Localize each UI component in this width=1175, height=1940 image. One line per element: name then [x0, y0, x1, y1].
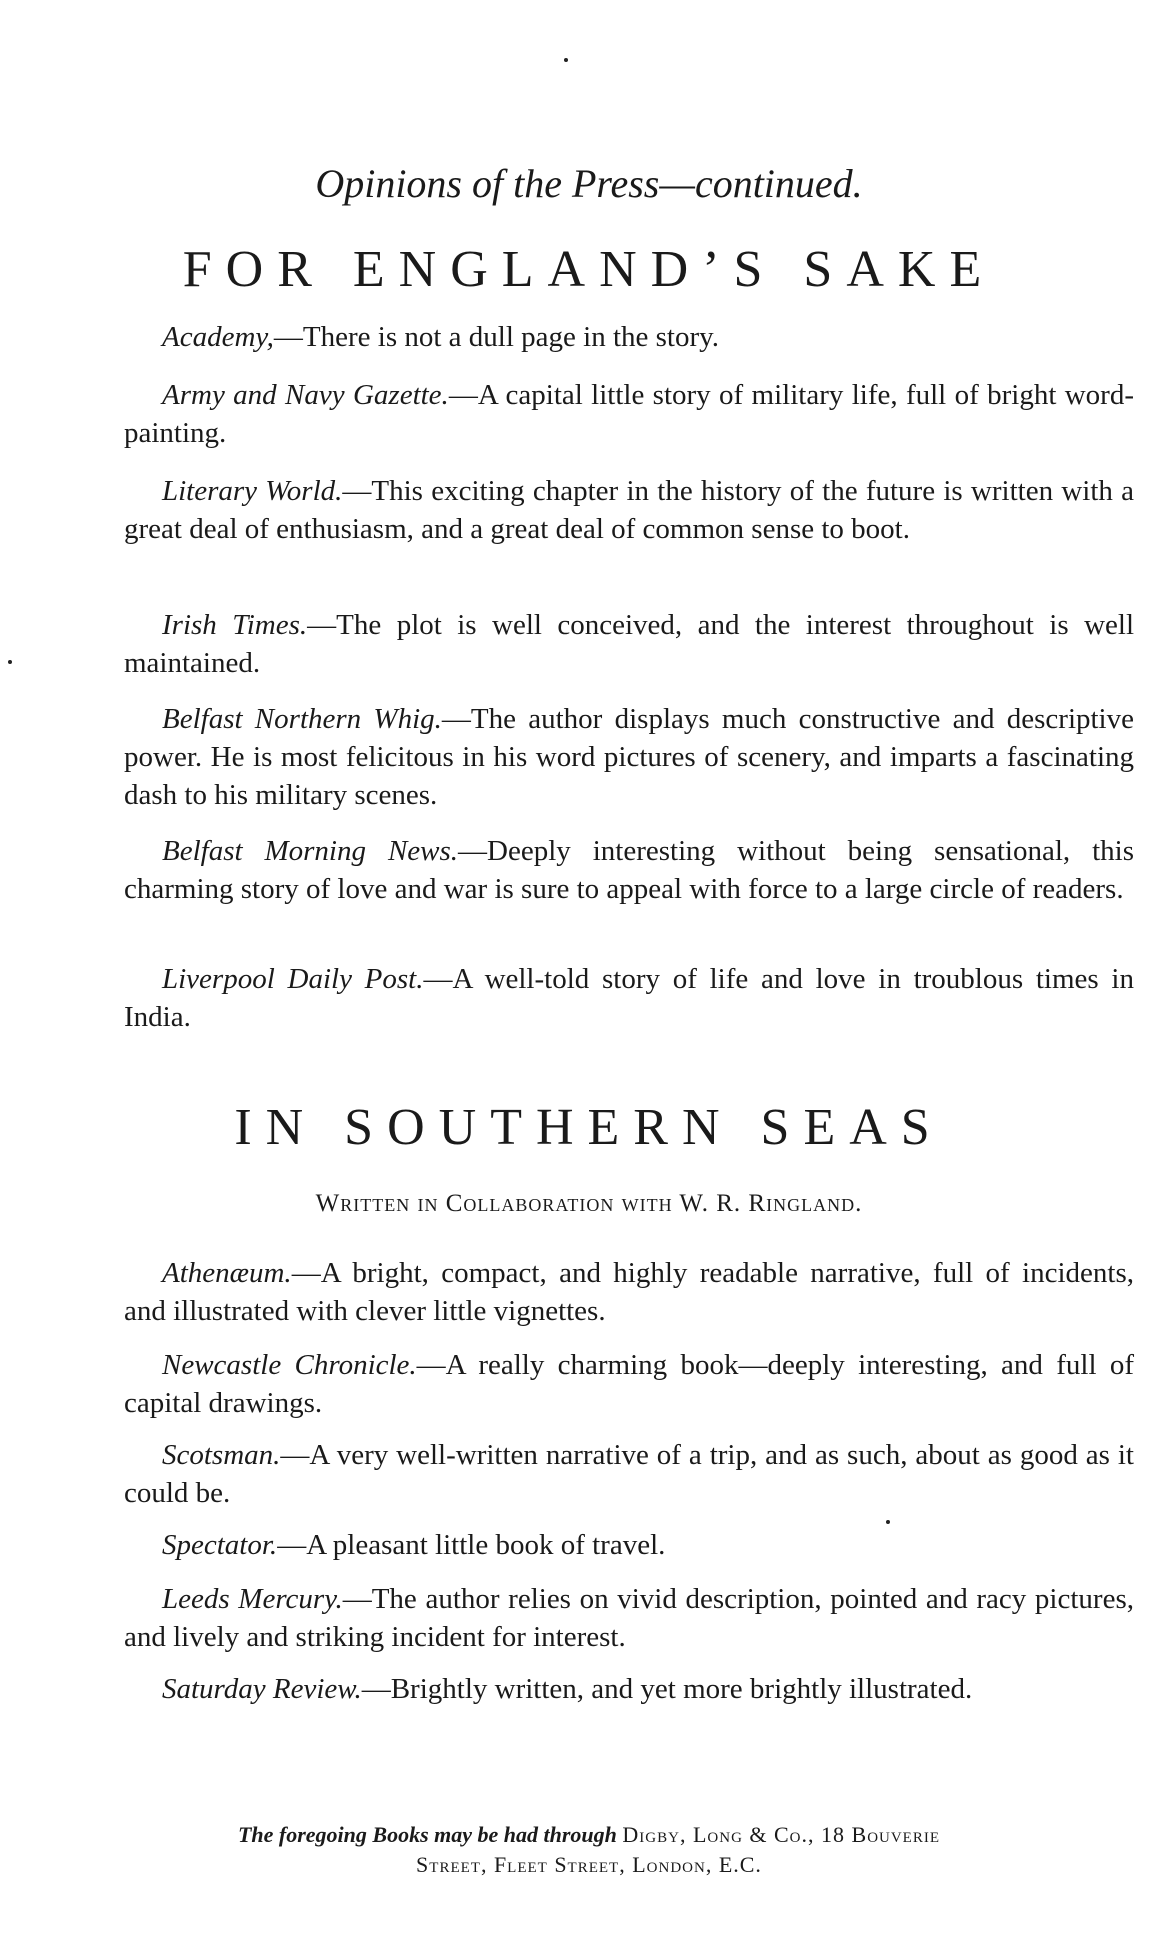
- footer-publisher: Digby, Long & Co., 18 Bouverie: [622, 1822, 941, 1847]
- quote-source: Scotsman.: [162, 1439, 281, 1471]
- quote-source: Belfast Morning News.: [162, 835, 459, 867]
- print-speck: [8, 660, 12, 664]
- quote-text: —A well-told story of life and love in troublous times in India.: [124, 963, 1134, 1033]
- quote-source: Leeds Mercury.: [162, 1583, 343, 1615]
- book-page: [124, 0, 1134, 1940]
- press-quote: [124, 960, 1134, 1036]
- press-quote: [124, 832, 1134, 908]
- print-speck: [564, 58, 568, 62]
- quote-text: —Brightly written, and yet more brightly illustrated.: [361, 1673, 973, 1705]
- press-quote: [124, 376, 1134, 452]
- quote-text: —A capital little story of military life, full of bright word-painting.: [124, 379, 1134, 449]
- quote-text: —A bright, compact, and highly readable narrative, full of incidents, and illustrated with clever little vignettes.: [124, 1257, 1134, 1327]
- press-quote: [124, 1346, 1134, 1422]
- section-title-for-englands-sake: FOR ENGLAND’S SAKE: [182, 241, 996, 298]
- quote-source: Belfast Northern Whig.: [162, 703, 442, 735]
- footer-italic: The foregoing Books may be had through: [237, 1822, 617, 1847]
- press-quote: [124, 1580, 1134, 1656]
- press-quote: [124, 472, 1134, 548]
- publisher-footer: [124, 1820, 1054, 1880]
- quote-text: —Deeply interesting without being sensational, this charming story of love and war is sure to appeal with force to a large circle of readers.: [124, 835, 1134, 905]
- quote-source: Athenæum.: [162, 1257, 292, 1289]
- quote-source: Liverpool Daily Post.: [162, 963, 424, 995]
- quote-source: Literary World.: [162, 475, 343, 507]
- quote-text: —There is not a dull page in the story.: [273, 321, 720, 353]
- press-quote: [124, 318, 1134, 356]
- press-quote: [124, 1670, 1134, 1708]
- page-subtitle: Opinions of the Press—continued.: [315, 161, 863, 206]
- quote-source: Irish Times.: [162, 609, 308, 641]
- quote-source: Spectator.: [162, 1529, 278, 1561]
- quote-text: —The author relies on vivid description, pointed and racy pictures, and lively and striking incident for interest.: [124, 1583, 1134, 1653]
- section-title-in-southern-seas: IN SOUTHERN SEAS: [234, 1099, 944, 1156]
- collaboration-note: Written in Collaboration with W. R. Ringland.: [315, 1190, 863, 1217]
- quote-text: —The author displays much constructive and descriptive power. He is most felicitous in his word pictures of scenery, and imparts a fascinating dash to his military scenes.: [124, 703, 1134, 811]
- press-quote: [124, 1254, 1134, 1330]
- press-quote: [124, 606, 1134, 682]
- quote-text: —A very well-written narrative of a trip, and as such, about as good as it could be.: [124, 1439, 1134, 1509]
- press-quote: [124, 1436, 1134, 1512]
- quote-text: —A really charming book—deeply interesting, and full of capital drawings.: [124, 1349, 1134, 1419]
- footer-address: Street, Fleet Street, London, E.C.: [416, 1852, 762, 1877]
- quote-source: Army and Navy Gazette.: [162, 379, 449, 411]
- print-speck: [886, 1520, 890, 1524]
- quote-source: Academy,: [162, 321, 274, 353]
- quote-source: Newcastle Chronicle.: [162, 1349, 417, 1381]
- quote-text: —A pleasant little book of travel.: [277, 1529, 666, 1561]
- quote-text: —The plot is well conceived, and the interest throughout is well maintained.: [124, 609, 1134, 679]
- quote-source: Saturday Review.: [162, 1673, 362, 1705]
- press-quote: [124, 1526, 1134, 1564]
- quote-text: —This exciting chapter in the history of the future is written with a great deal of enthusiasm, and a great deal of common sense to boot.: [124, 475, 1134, 545]
- press-quote: [124, 700, 1134, 814]
